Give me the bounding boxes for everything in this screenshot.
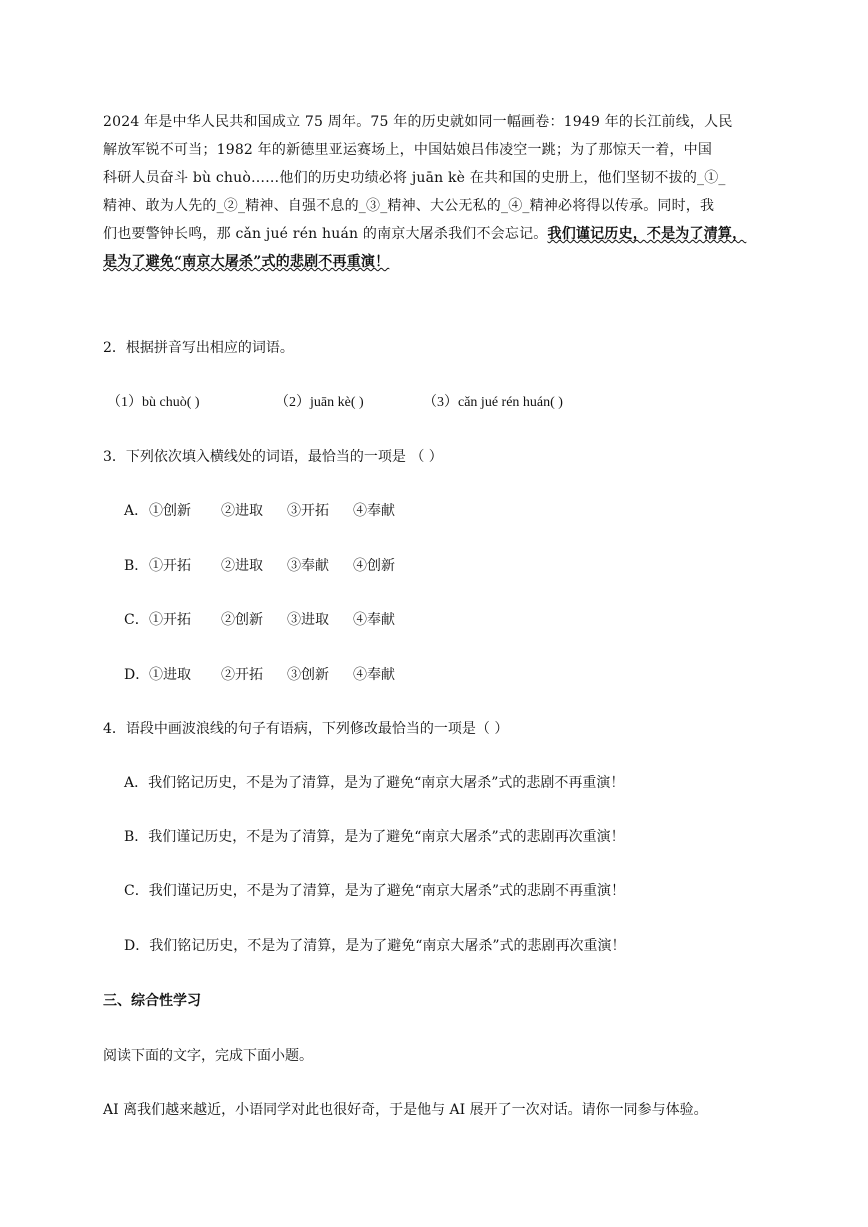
- pinyin-item: （2）juān kè( ): [275, 395, 364, 410]
- passage-line: 2024 年是中华人民共和国成立 75 周年。75 年的历史就如同一幅画卷：1949 年的长江前线，人民: [103, 114, 733, 130]
- reading-passage: [103, 108, 775, 276]
- question-2-stem: 2．根据拼音写出相应的词语。: [103, 340, 294, 356]
- passage-line: 精神、敢为人先的_②_精神、自强不息的_③_精神、大公无私的_④_精神必将得以传承。同时，我: [103, 198, 715, 214]
- option-word: ①开拓: [149, 612, 191, 628]
- option-letter: B．: [124, 558, 149, 574]
- option-word: ①开拓: [149, 558, 191, 574]
- option-word: ②创新: [221, 612, 263, 628]
- option-word: ③创新: [287, 667, 329, 683]
- option-word: ④奉献: [353, 503, 395, 519]
- question-3-option-c: [124, 610, 413, 630]
- question-4-option-d: D．我们铭记历史，不是为了清算，是为了避免“南京大屠杀”式的悲剧再次重演！: [124, 938, 626, 954]
- option-letter: D．: [124, 667, 150, 683]
- option-word: ③奉献: [287, 558, 329, 574]
- option-word: ③进取: [287, 612, 329, 628]
- option-word: ④创新: [353, 558, 395, 574]
- section-3-intro: 阅读下面的文字，完成下面小题。: [103, 1048, 313, 1064]
- section-3-heading: 三、综合性学习: [103, 993, 201, 1009]
- question-2-items: [107, 393, 563, 413]
- passage-line: 科研人员奋斗 bù chuò……他们的历史功绩必将 juān kè 在共和国的史册上，他们坚韧不拔的_①_: [103, 170, 726, 186]
- question-3-option-d: [124, 665, 413, 685]
- option-word: ②开拓: [221, 667, 263, 683]
- passage-line: [103, 248, 775, 276]
- wavy-underlined-sentence: 我们谨记历史，不是为了清算，: [547, 226, 747, 242]
- question-4-option-a: A．我们铭记历史，不是为了清算，是为了避免“南京大屠杀”式的悲剧不再重演！: [124, 775, 625, 791]
- option-word: ④奉献: [353, 612, 395, 628]
- question-3-option-a: [124, 501, 413, 521]
- option-word: ③开拓: [287, 503, 329, 519]
- wavy-underlined-sentence: 是为了避免“南京大屠杀”式的悲剧不再重演！: [103, 254, 390, 270]
- question-3-stem: 3．下列依次填入横线处的词语，最恰当的一项是 （ ）: [103, 449, 443, 465]
- section-3-paragraph: AI 离我们越来越近，小语同学对此也很好奇，于是他与 AI 展开了一次对话。请你一同参与体验。: [103, 1102, 708, 1118]
- passage-text: 们也要警钟长鸣，那 cǎn jué rén huán 的南京大屠杀我们不会忘记。: [103, 226, 548, 242]
- passage-line: [103, 220, 775, 248]
- option-letter: C．: [124, 612, 149, 628]
- question-3-option-b: [124, 556, 413, 576]
- question-4-option-c: C．我们谨记历史，不是为了清算，是为了避免“南京大屠杀”式的悲剧不再重演！: [124, 883, 626, 899]
- pinyin-item: （3）cǎn jué rén huán( ): [423, 395, 563, 410]
- passage-line: 解放军锐不可当；1982 年的新德里亚运赛场上，中国姑娘吕伟凌空一跳；为了那惊天一着，中国: [103, 142, 713, 158]
- option-word: ④奉献: [353, 667, 395, 683]
- option-word: ②进取: [221, 503, 263, 519]
- option-letter: A．: [124, 503, 149, 519]
- option-word: ②进取: [221, 558, 263, 574]
- question-4-option-b: B．我们谨记历史，不是为了清算，是为了避免“南京大屠杀”式的悲剧再次重演！: [124, 829, 625, 845]
- question-4-stem: 4．语段中画波浪线的句子有语病，下列修改最恰当的一项是（ ）: [103, 721, 509, 737]
- option-word: ①进取: [149, 667, 191, 683]
- pinyin-item: （1）bù chuò( ): [107, 395, 200, 410]
- option-word: ①创新: [149, 503, 191, 519]
